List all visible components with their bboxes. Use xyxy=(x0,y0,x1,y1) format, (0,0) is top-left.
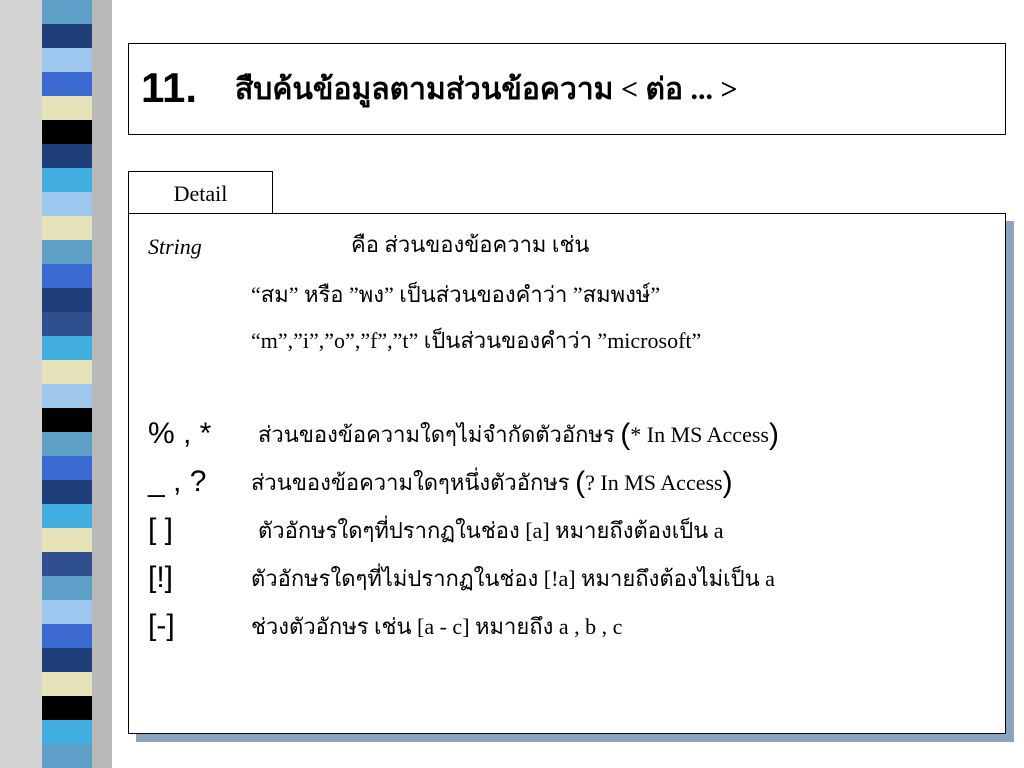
strip-block xyxy=(42,336,92,360)
wildcard-desc-notcharset: ตัวอักษรใดๆที่ไม่ปรากฏในช่อง [!a] หมายถึงต้องไม่เป็น a xyxy=(251,566,775,591)
strip-block xyxy=(42,24,92,48)
strip-block xyxy=(42,384,92,408)
strip-block xyxy=(42,696,92,720)
strip-block xyxy=(42,480,92,504)
strip-block xyxy=(42,216,92,240)
strip-block xyxy=(42,192,92,216)
strip-block xyxy=(42,48,92,72)
strip-block xyxy=(42,288,92,312)
detail-tab: Detail xyxy=(128,171,273,214)
strip-block xyxy=(42,168,92,192)
strip-color-blocks xyxy=(42,0,92,768)
strip-gray-band xyxy=(0,0,42,768)
detail-panel xyxy=(128,213,1006,734)
wildcard-desc-range: ช่วงตัวอักษร เช่น [a - c] หมายถึง a , b , c xyxy=(251,614,623,639)
strip-block xyxy=(42,720,92,744)
slide-number: 11. xyxy=(141,64,198,111)
wildcard-desc-single: ส่วนของข้อความใดๆหนึ่งตัวอักษร (? In MS Access) xyxy=(251,466,733,499)
strip-block xyxy=(42,144,92,168)
title-box xyxy=(128,43,1006,135)
wildcard-desc-charset: ตัวอักษรใดๆที่ปรากฏในช่อง [a] หมายถึงต้องเป็น a xyxy=(258,518,724,543)
strip-block xyxy=(42,744,92,768)
example-microsoft: “m”,”i”,”o”,”f”,”t” เป็นส่วนของคำว่า ”microsoft” xyxy=(251,328,702,353)
strip-block xyxy=(42,672,92,696)
strip-block xyxy=(42,576,92,600)
strip-block xyxy=(42,624,92,648)
string-definition: คือ ส่วนของข้อความ เช่น xyxy=(351,232,590,257)
string-term: String xyxy=(148,234,202,259)
wildcard-desc-any: ส่วนของข้อความใดๆไม่จำกัดตัวอักษร (* In MS Access) xyxy=(258,418,779,451)
strip-block xyxy=(42,528,92,552)
example-thai: “สม” หรือ ”พง” เป็นส่วนของคำว่า ”สมพงษ์” xyxy=(251,282,661,307)
strip-block xyxy=(42,240,92,264)
strip-block xyxy=(42,504,92,528)
strip-shadow-band xyxy=(92,0,112,768)
strip-block xyxy=(42,72,92,96)
strip-block xyxy=(42,0,92,24)
strip-block xyxy=(42,120,92,144)
wildcard-symbol-range: [-] xyxy=(148,609,175,642)
strip-block xyxy=(42,264,92,288)
decorative-side-strip xyxy=(0,0,112,768)
strip-block xyxy=(42,456,92,480)
strip-block xyxy=(42,552,92,576)
strip-block xyxy=(42,360,92,384)
strip-block xyxy=(42,432,92,456)
slide-title: สืบค้นข้อมูลตามส่วนข้อความ < ต่อ ... > xyxy=(235,73,738,106)
wildcard-symbol-charset: [ ] xyxy=(148,513,174,546)
strip-block xyxy=(42,408,92,432)
strip-block xyxy=(42,312,92,336)
wildcard-symbol-single: _ , ? xyxy=(148,465,207,498)
strip-block xyxy=(42,96,92,120)
strip-block xyxy=(42,648,92,672)
wildcard-symbol-notcharset: [!] xyxy=(148,561,174,594)
wildcard-symbol-any: % , * xyxy=(148,417,212,450)
strip-block xyxy=(42,600,92,624)
